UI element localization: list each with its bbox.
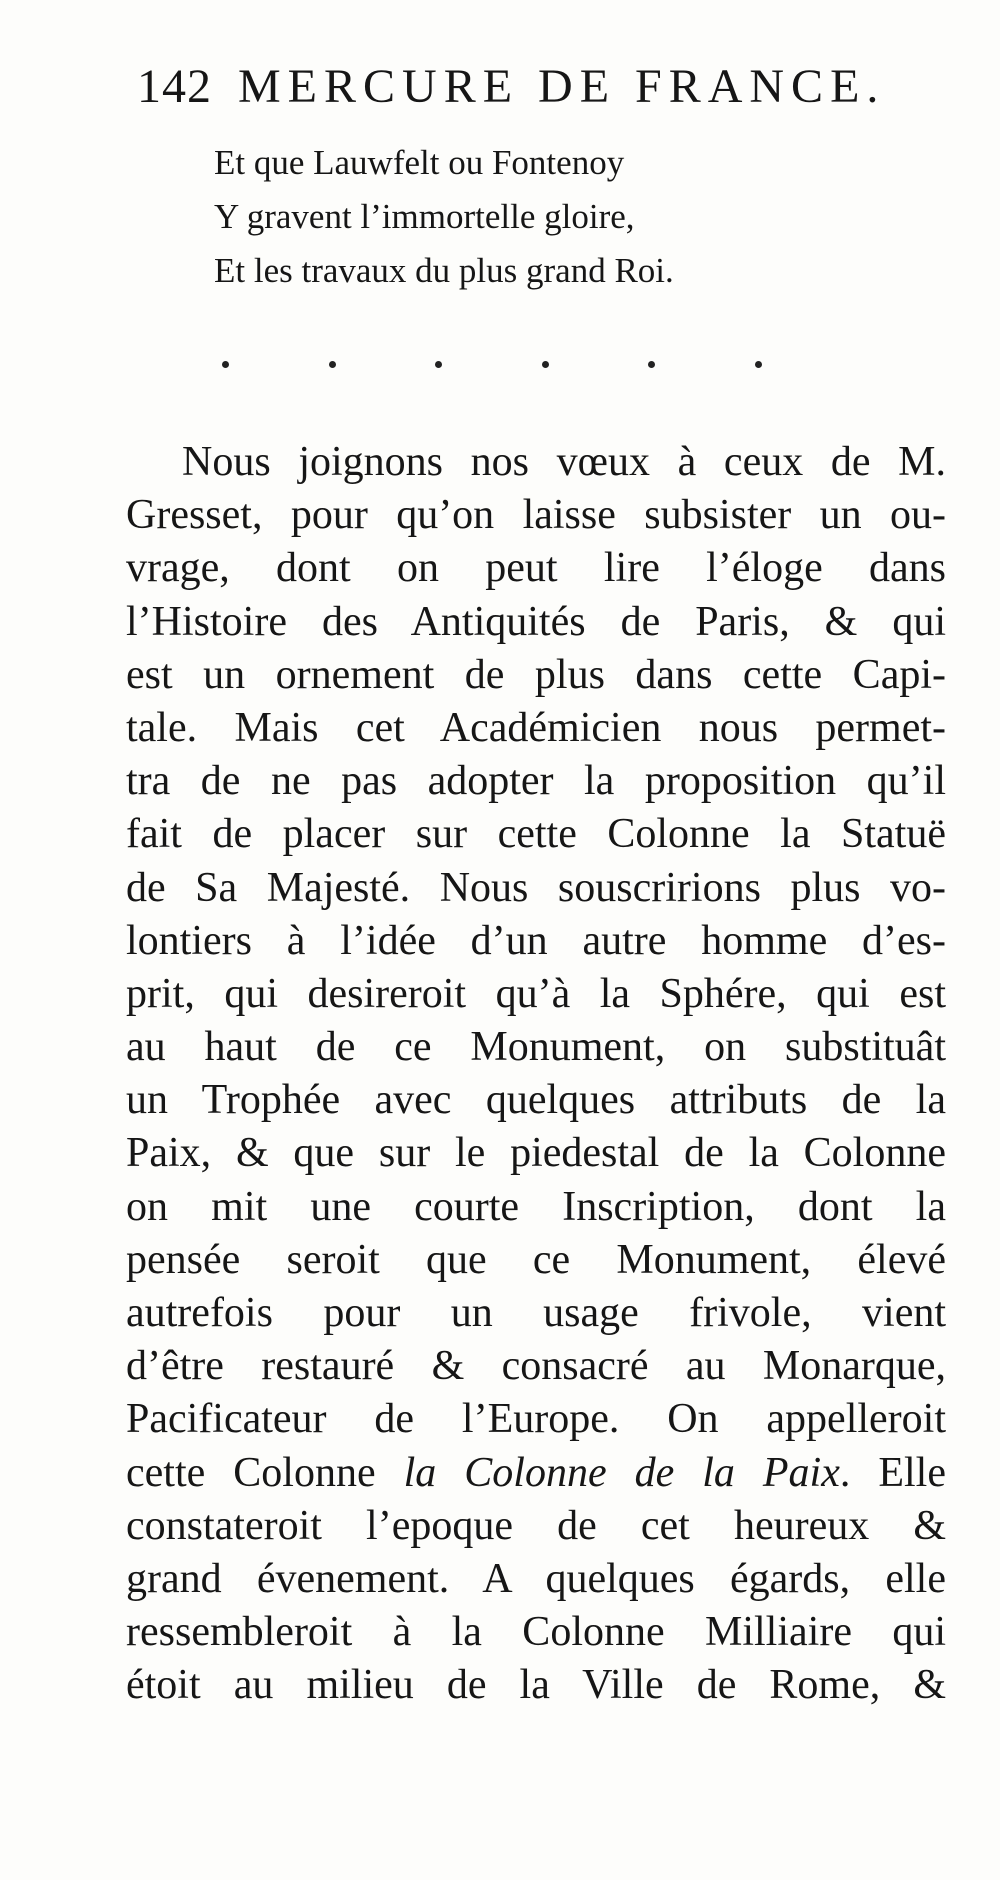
- dotted-ornament-divider: [222, 352, 762, 376]
- running-header: [137, 52, 937, 122]
- ornament-dot: [648, 361, 655, 368]
- text-line: grand évenement. A quelques égards, elle: [126, 1555, 946, 1602]
- italic-title-segment: la Colonne de la Paix: [403, 1449, 840, 1496]
- text-line: d’être restauré & consacré au Monarque,: [126, 1343, 946, 1390]
- text-segment: . Elle: [839, 1449, 946, 1496]
- text-line: autrefois pour un usage frivole, vient: [126, 1290, 946, 1336]
- ornament-dot: [222, 361, 229, 368]
- text-line: fait de placer sur cette Colonne la Statuë: [126, 811, 946, 858]
- body-paragraph: [126, 436, 946, 1713]
- text-line: constateroit l’epoque de cet heureux &: [126, 1502, 946, 1549]
- text-line: un Trophée avec quelques attributs de la: [126, 1077, 946, 1124]
- text-line: lontiers à l’idée d’un autre homme d’es-: [126, 917, 946, 964]
- page-number: 142: [137, 60, 212, 113]
- text-line-with-italic: [126, 1447, 946, 1500]
- text-line: est un ornement de plus dans cette Capi-: [126, 651, 946, 698]
- text-line: au haut de ce Monument, on substituât: [126, 1024, 946, 1071]
- text-line: Pacificateur de l’Europe. On appelleroit: [126, 1396, 946, 1443]
- text-line: ressembleroit à la Colonne Milliaire qui: [126, 1609, 946, 1656]
- verse-line: Et les travaux du plus grand Roi.: [214, 251, 674, 290]
- text-line: prit, qui desireroit qu’à la Sphére, qui est: [126, 970, 946, 1017]
- text-line: Nous joignons nos vœux à ceux de M.: [182, 439, 946, 485]
- ornament-dot: [542, 361, 549, 368]
- text-segment: cette Colonne: [126, 1449, 404, 1496]
- text-line: l’Histoire des Antiquités de Paris, & qui: [126, 598, 946, 645]
- text-line: de Sa Majesté. Nous souscririons plus vo-: [126, 864, 946, 911]
- text-line: on mit une courte Inscription, dont la: [126, 1183, 946, 1230]
- text-line: tra de ne pas adopter la proposition qu’il: [126, 758, 946, 805]
- text-line: pensée seroit que ce Monument, élevé: [126, 1236, 946, 1283]
- ornament-dot: [755, 361, 762, 368]
- running-title: MERCURE DE FRANCE.: [238, 60, 886, 113]
- text-line: vrage, dont on peut lire l’éloge dans: [126, 545, 946, 592]
- text-line: tale. Mais cet Académicien nous permet-: [126, 704, 946, 751]
- verse-line: Et que Lauwfelt ou Fontenoy: [214, 143, 625, 182]
- verse-line: Y gravent l’immortelle gloire,: [214, 197, 635, 236]
- text-line: étoit au milieu de la Ville de Rome, &: [126, 1662, 946, 1709]
- text-line: Paix, & que sur le piedestal de la Colonne: [126, 1130, 946, 1177]
- verse-stanza: [214, 136, 914, 298]
- ornament-dot: [329, 361, 336, 368]
- text-line: Gresset, pour qu’on laisse subsister un ou-: [126, 492, 946, 539]
- ornament-dot: [435, 361, 442, 368]
